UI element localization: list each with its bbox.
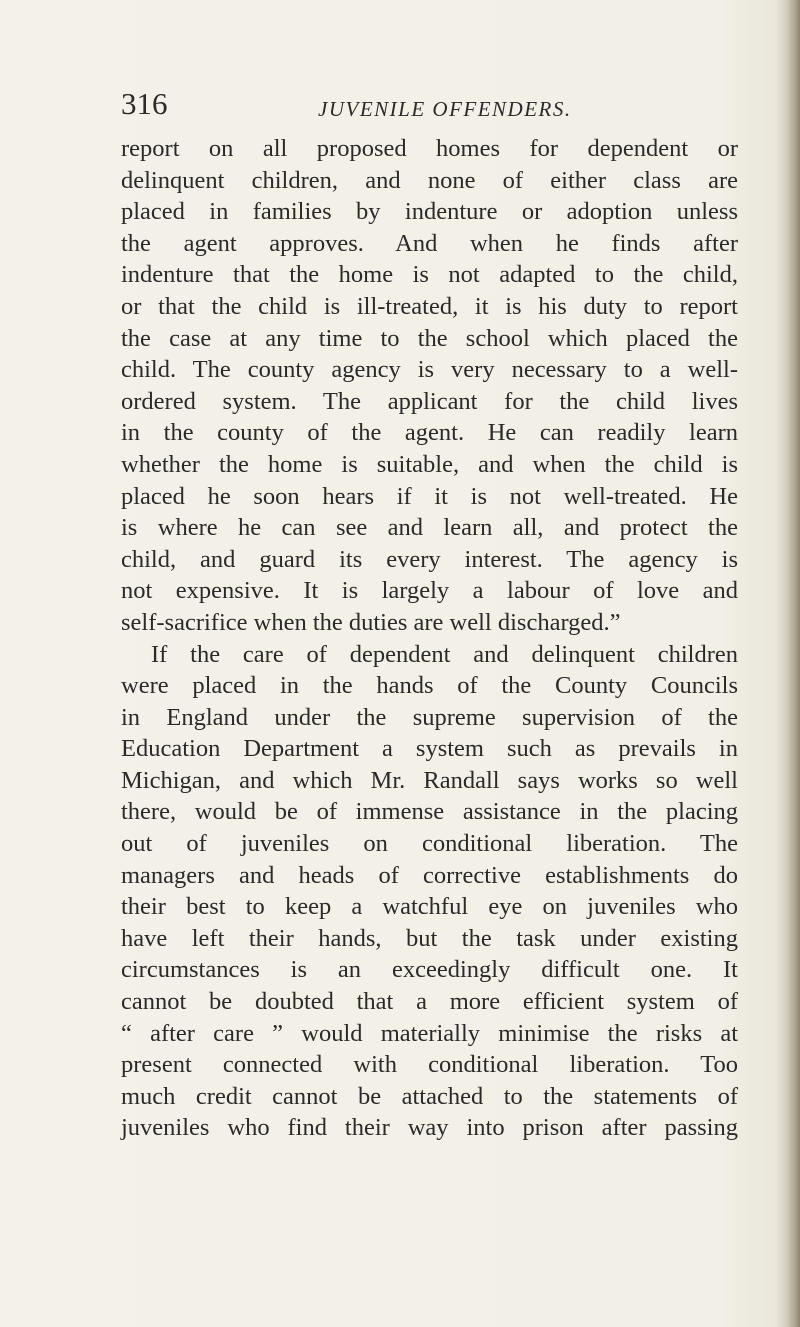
text-line: much credit cannot be attached to the statements of (121, 1082, 738, 1110)
text-line: were placed in the hands of the County Councils (121, 672, 738, 700)
text-line: managers and heads of corrective establishments do (121, 861, 738, 889)
text-line: delinquent children, and none of either class are (121, 166, 738, 194)
text-line: child, and guard its every interest. The agency is (121, 545, 738, 573)
text-line: there, would be of immense assistance in the placing (121, 798, 738, 826)
text-line: cannot be doubted that a more efficient system of (121, 988, 738, 1016)
running-head: JUVENILE OFFENDERS. (318, 97, 572, 121)
page-edge-shadow (786, 0, 800, 1327)
text-line: self-sacrifice when the duties are well discharged.” (121, 608, 621, 636)
text-line: indenture that the home is not adapted to the child, (121, 261, 738, 289)
text-line: is where he can see and learn all, and protect the (121, 514, 738, 542)
text-line: the agent approves. And when he finds after (121, 229, 738, 257)
text-line: out of juveniles on conditional liberation. The (121, 830, 738, 858)
text-line: placed in families by indenture or adoption unless (121, 198, 738, 226)
text-line: in the county of the agent. He can readily learn (121, 419, 738, 447)
text-line: have left their hands, but the task under existing (121, 924, 738, 952)
text-line: Michigan, and which Mr. Randall says works so well (121, 766, 738, 794)
text-line: placed he soon hears if it is not well-treated. He (121, 482, 738, 510)
text-line: juveniles who find their way into prison after passing (121, 1114, 738, 1142)
text-line: whether the home is suitable, and when the child is (121, 450, 738, 478)
text-line: their best to keep a watchful eye on juveniles who (121, 893, 738, 921)
page-number: 316 (121, 86, 168, 121)
text-line: “ after care ” would materially minimise the risks at (121, 1019, 738, 1047)
text-line: report on all proposed homes for dependent or (121, 135, 738, 162)
text-line: the case at any time to the school which placed the (121, 324, 738, 352)
text-line: not expensive. It is largely a labour of love and (121, 577, 738, 605)
text-line: Education Department a system such as prevails in (121, 735, 738, 763)
text-line: ordered system. The applicant for the child lives (121, 387, 738, 415)
body-text (121, 133, 738, 1144)
page-header (0, 84, 800, 124)
text-line: or that the child is ill-treated, it is his duty to report (121, 292, 738, 320)
text-line: If the care of dependent and delinquent children (151, 640, 738, 668)
text-line: present connected with conditional liberation. Too (121, 1051, 738, 1079)
text-line: circumstances is an exceedingly difficult one. It (121, 956, 738, 984)
text-line: child. The county agency is very necessary to a well- (121, 356, 738, 384)
text-line: in England under the supreme supervision of the (121, 703, 738, 731)
